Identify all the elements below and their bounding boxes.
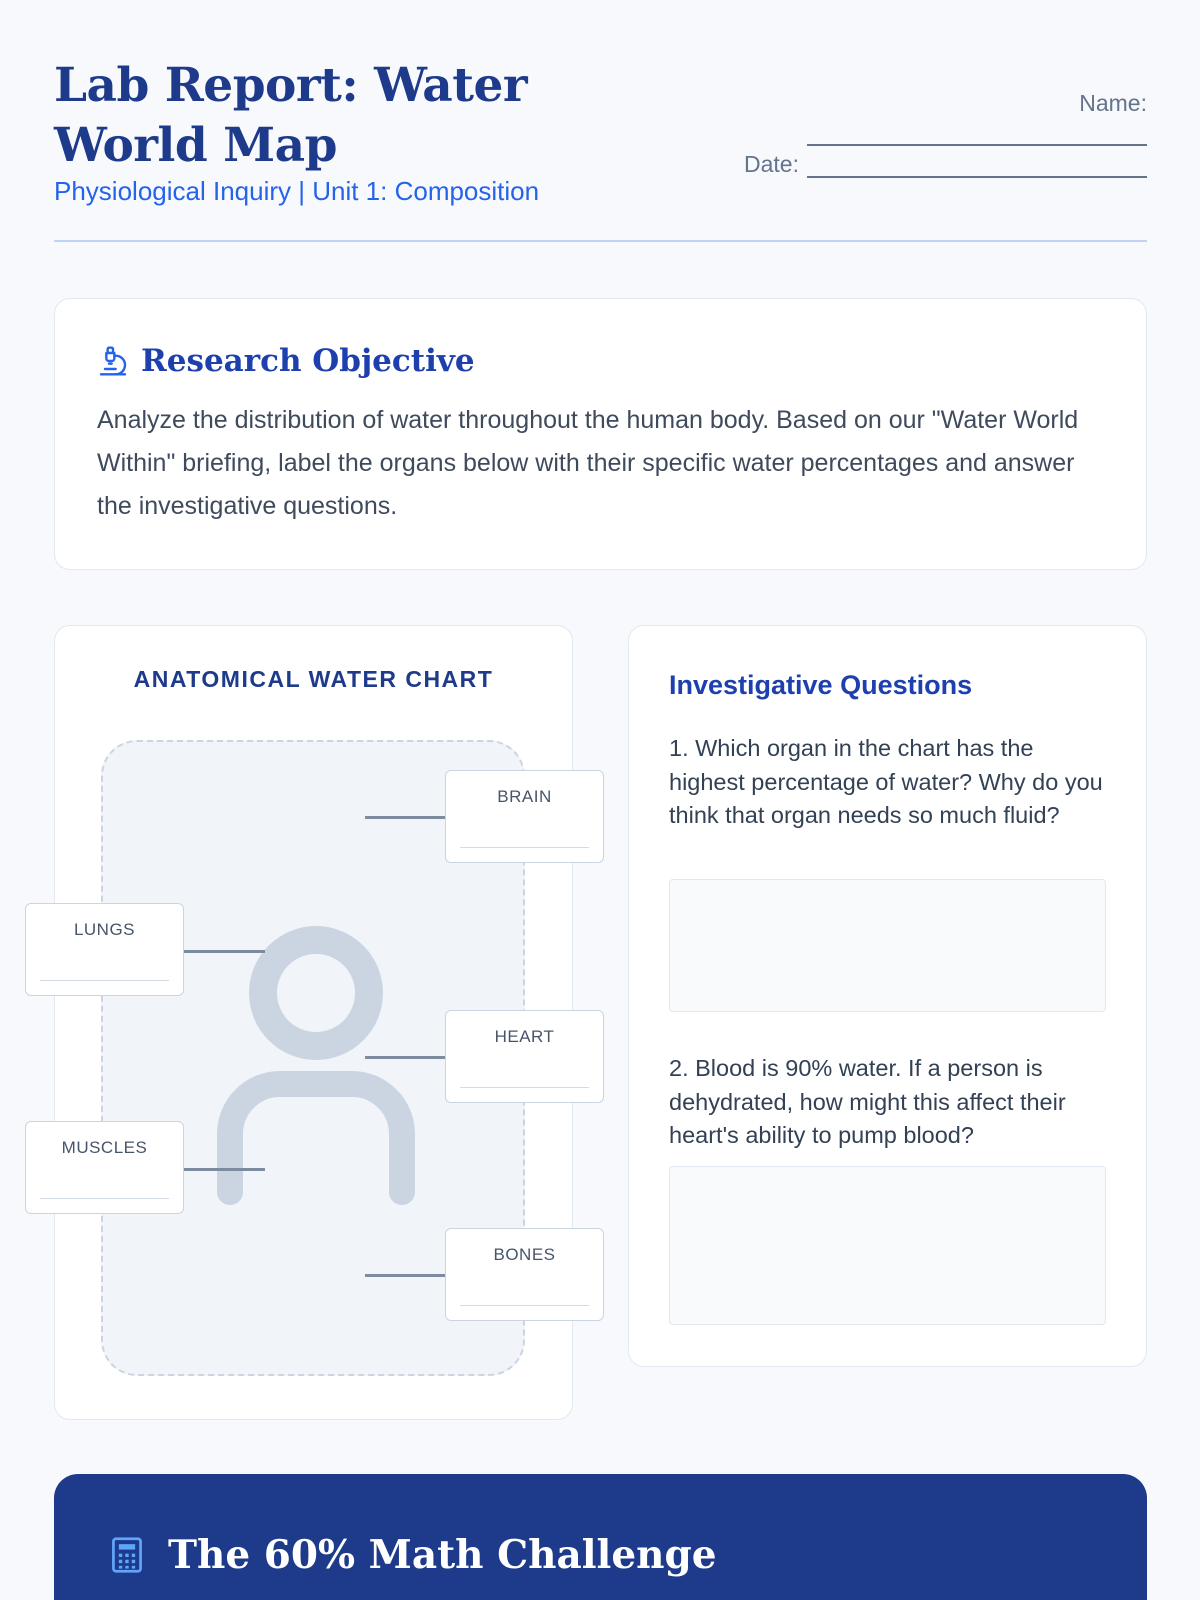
objective-header xyxy=(97,343,475,379)
date-label: Date: xyxy=(744,151,799,177)
date-field xyxy=(744,151,1147,178)
lungs-label: LUNGS xyxy=(73,920,136,939)
objective-text: Analyze the distribution of water throughout the human body. Based on our "Water World Within" briefing, label the organs below with their specific water percentages and answer the investigative questions. xyxy=(97,406,1079,520)
muscles-label-box[interactable] xyxy=(25,1121,184,1214)
lungs-answer-line[interactable] xyxy=(40,980,169,981)
bones-answer-line[interactable] xyxy=(460,1305,589,1306)
brain-label: BRAIN xyxy=(497,787,552,806)
name-field xyxy=(787,86,1147,146)
calculator-icon xyxy=(110,1536,144,1574)
question-2: 2. Blood is 90% water. If a person is dehydrated, how might this affect their heart's ability to pump blood? xyxy=(669,1055,1066,1148)
page-title: Lab Report: Water World Map xyxy=(54,58,528,173)
math-challenge-card xyxy=(54,1474,1147,1600)
question-1: 1. Which organ in the chart has the highest percentage of water? Why do you think that organ needs so much fluid? xyxy=(669,735,1103,828)
heart-connector xyxy=(365,1056,445,1059)
investigative-questions-card xyxy=(628,625,1147,1367)
heart-label-box[interactable] xyxy=(445,1010,604,1103)
chart-title: ANATOMICAL WATER CHART xyxy=(133,666,494,692)
name-label: Name: xyxy=(1079,90,1147,116)
name-blank-line[interactable] xyxy=(807,124,1147,146)
questions-title: Investigative Questions xyxy=(669,670,973,700)
lungs-label-box[interactable] xyxy=(25,903,184,996)
bones-connector xyxy=(365,1274,445,1277)
math-challenge-title: The 60% Math Challenge xyxy=(168,1532,717,1578)
bones-label: BONES xyxy=(493,1245,556,1264)
heart-answer-line[interactable] xyxy=(460,1087,589,1088)
muscles-answer-line[interactable] xyxy=(40,1198,169,1199)
page-subtitle: Physiological Inquiry | Unit 1: Composition xyxy=(54,176,540,206)
brain-answer-line[interactable] xyxy=(460,847,589,848)
brain-label-box[interactable] xyxy=(445,770,604,863)
muscles-connector xyxy=(183,1168,265,1171)
muscles-label: MUSCLES xyxy=(61,1138,148,1157)
date-blank-line[interactable] xyxy=(807,156,1147,178)
bones-label-box[interactable] xyxy=(445,1228,604,1321)
lungs-connector xyxy=(183,950,265,953)
anatomical-chart-card xyxy=(54,625,573,1420)
heart-label: HEART xyxy=(494,1027,555,1046)
math-challenge-header xyxy=(110,1532,717,1578)
answer-box-2[interactable] xyxy=(669,1166,1106,1325)
brain-connector xyxy=(365,816,445,819)
person-silhouette-icon xyxy=(206,926,426,1206)
objective-title: Research Objective xyxy=(141,343,475,379)
microscope-icon xyxy=(97,345,129,377)
answer-box-1[interactable] xyxy=(669,879,1106,1012)
report-header xyxy=(54,56,1147,242)
research-objective-card xyxy=(54,298,1147,570)
